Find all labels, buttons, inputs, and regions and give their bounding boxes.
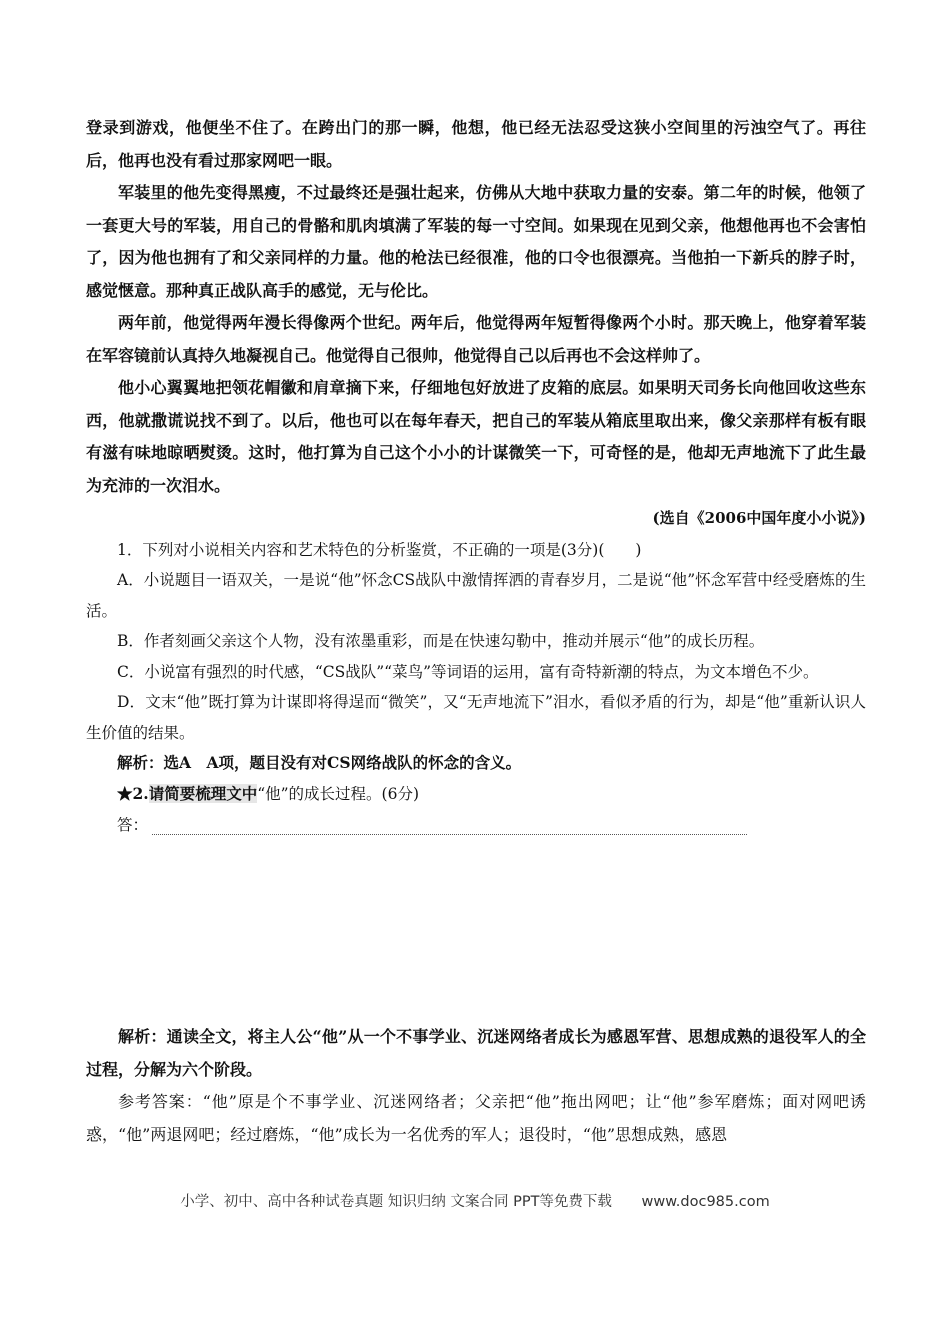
question-2-highlight: 请简要梳理文中 xyxy=(148,783,258,803)
passage-source: (选自《2006中国年度小小说》) xyxy=(652,509,866,527)
passage-paragraph-4: 他小心翼翼地把领花帽徽和肩章摘下来，仔细地包好放进了皮箱的底层。如果明天司务长向他回收这些东西，他就撒谎说找不到了。以后，他也可以在每年春天，把自己的军装从箱底里取出来，像父亲那样有板有眼有滋有味地晾晒熨烫。这时，他打算为自己这个小小的计谋微笑一下，可奇怪的是，他却无声地流下了此生最为充沛的一次泪水。 xyxy=(86,378,866,495)
page-footer xyxy=(0,1190,950,1211)
question-2-reference-answer: 参考答案：“他”原是个不事学业、沉迷网络者；父亲把“他”拖出网吧；让“他”参军磨炼；面对网吧诱惑，“他”两退网吧；经过磨炼，“他”成长为一名优秀的军人；退役时，“他”思想成熟，感恩 xyxy=(86,1092,866,1144)
footer-text: 小学、初中、高中各种试卷真题 知识归纳 文案合同 PPT等免费下载 xyxy=(180,1194,612,1210)
passage-paragraph-2: 军装里的他先变得黑瘦，不过最终还是强壮起来，仿佛从大地中获取力量的安泰。第二年的时候，他领了一套更大号的军装，用自己的骨骼和肌肉填满了军装的每一寸空间。如果现在见到父亲，他想他再也不会害怕了，因为他也拥有了和父亲同样的力量。他的枪法已经很准，他的口令也很漂亮。当他拍一下新兵的脖子时，感觉惬意。那种真正战队高手的感觉，无与伦比。 xyxy=(86,183,866,300)
question-2-stem xyxy=(86,779,866,810)
question-2-number: ★2. xyxy=(117,783,149,803)
answer-label: 答： xyxy=(117,816,149,834)
answer-space xyxy=(86,835,866,1021)
question-2-stem-rest: “他”的成长过程。(6分) xyxy=(257,784,420,803)
question-2-analysis: 解析：通读全文，将主人公“他”从一个不事学业、沉迷网络者成长为感恩军营、思想成熟的退役军人的全过程，分解为六个阶段。 xyxy=(86,1027,866,1079)
question-1-option-d: D．文末“他”既打算为计谋即将得逞而“微笑”，又“无声地流下”泪水，看似矛盾的行为，却是“他”重新认识人生价值的结果。 xyxy=(86,693,866,742)
document-content xyxy=(86,112,866,1151)
question-1-option-c: C．小说富有强烈的时代感，“CS战队”“菜鸟”等词语的运用，富有奇特新潮的特点，为文本增色不少。 xyxy=(117,662,819,681)
passage-paragraph-1: 登录到游戏，他便坐不住了。在跨出门的那一瞬，他想，他已经无法忍受这狭小空间里的污浊空气了。再往后，他再也没有看过那家网吧一眼。 xyxy=(86,118,866,170)
question-1-option-b: B．作者刻画父亲这个人物，没有浓墨重彩，而是在快速勾勒中，推动并展示“他”的成长历程。 xyxy=(117,632,765,650)
question-1-stem: 1．下列对小说相关内容和艺术特色的分析鉴赏，不正确的一项是(3分)( ) xyxy=(117,540,642,559)
passage-paragraph-3: 两年前，他觉得两年漫长得像两个世纪。两年后，他觉得两年短暂得像两个小时。那天晚上，他穿着军装在军容镜前认真持久地凝视自己。他觉得自己很帅，他觉得自己以后再也不会这样帅了。 xyxy=(86,313,866,365)
answer-dotted-line[interactable] xyxy=(152,820,747,835)
question-1-option-a: A．小说题目一语双关，一是说“他”怀念CS战队中激情挥洒的青春岁月，二是说“他”怀念军营中经受磨炼的生活。 xyxy=(86,571,866,620)
answer-line xyxy=(86,809,866,835)
question-1-analysis: 解析：选A A项，题目没有对CS网络战队的怀念的含义。 xyxy=(117,753,522,772)
footer-url[interactable]: www.doc985.com xyxy=(641,1194,770,1210)
